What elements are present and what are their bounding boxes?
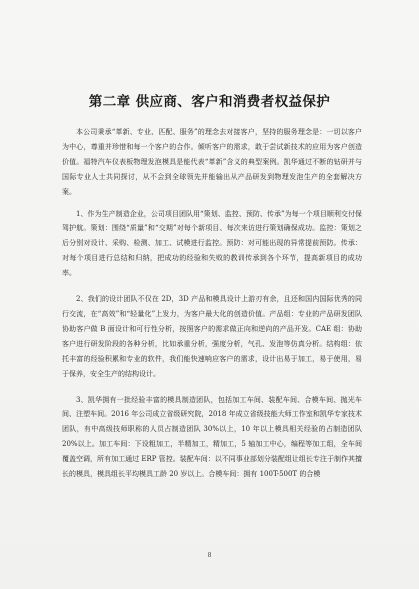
chapter-body	[62, 125, 362, 482]
page-number: 8	[207, 552, 212, 559]
intro-paragraph: 本公司秉承“革新、专业、匹配、服务”的理念去对接客户，坚持的服务理念是：一切以客户为中心，尊重并珍惜和每一个客户的合作。倾听客户的需求，敢于尝试新技术的应用为客户创造价值。福特汽车仪表板物理发泡模具是能代表“革新”含义的典型案例。凯华通过不断的钻研并与国际专业人士共同探讨，从不会到全球领先并能输出从产品研发到物理发泡生产的全套解决方案。	[62, 128, 362, 196]
project-team-paragraph: 1、作为生产制造企业，公司项目团队用“策划、监控、预防、传承”为每一个项目顺利交付保驾护航。策划：围绕“质量”和“交期”对每个新项目、每次来访进行策划确保成功。监控：策划之后分别对设计、采购、检测、加工、试模进行监控。预防：对可能出现的异常提前预防。传承：对每个项目进行总结和归纳，把成功的经验和失败的教训传承到各个环节，提高新项目的成功率。	[62, 209, 362, 278]
design-team-paragraph: 2、我们的设计团队不仅在 2D，3D 产品和模具设计上游刃有余，且还和国内国际优秀的同行交流，在“高效”和“轻量化”上发力，为客户最大化的创造价值。产品组：专业的产品研发团队协助客户做 B 面设计和可行性分析，按照客户的需求做正向和逆向的产品开发。CAE 组：协助客户进行研发阶段的各种分析，比如承重分析，强度分析，气孔、发泡等仿真分析。结构组：依托丰富的经验积累和专业的软件，我们能快速响应客户的需求，设计出易于加工，易于使用，易于保养，安全生产的结构设计。	[62, 295, 362, 378]
chapter-title: 第二章 供应商、客户和消费者权益保护	[88, 94, 331, 110]
manufacturing-team-paragraph: 3、凯华拥有一批经验丰富的模具制造团队，包括加工车间、装配车间、合模车间、抛光车间、注塑车间。2016 年公司成立省级研究院，2018 年成立省级技能大师工作室和凯华专家技术团队，有中高级技师职称的人员占制造团队 30%以上，10 年以上模具相关经验的占制造团队 20%以上。加工车间：下设粗加工，半精加工，精加工，5 轴加工中心，编程等加工组，全车间覆盖空调，所有加工通过 ERP 管控。装配车间：以不同事业部划分装配组让组长专注于制作其擅长的模具，模具组长平均模具工龄 20 岁以上。合模车间：拥有 100T-500T 的合模	[62, 395, 362, 479]
